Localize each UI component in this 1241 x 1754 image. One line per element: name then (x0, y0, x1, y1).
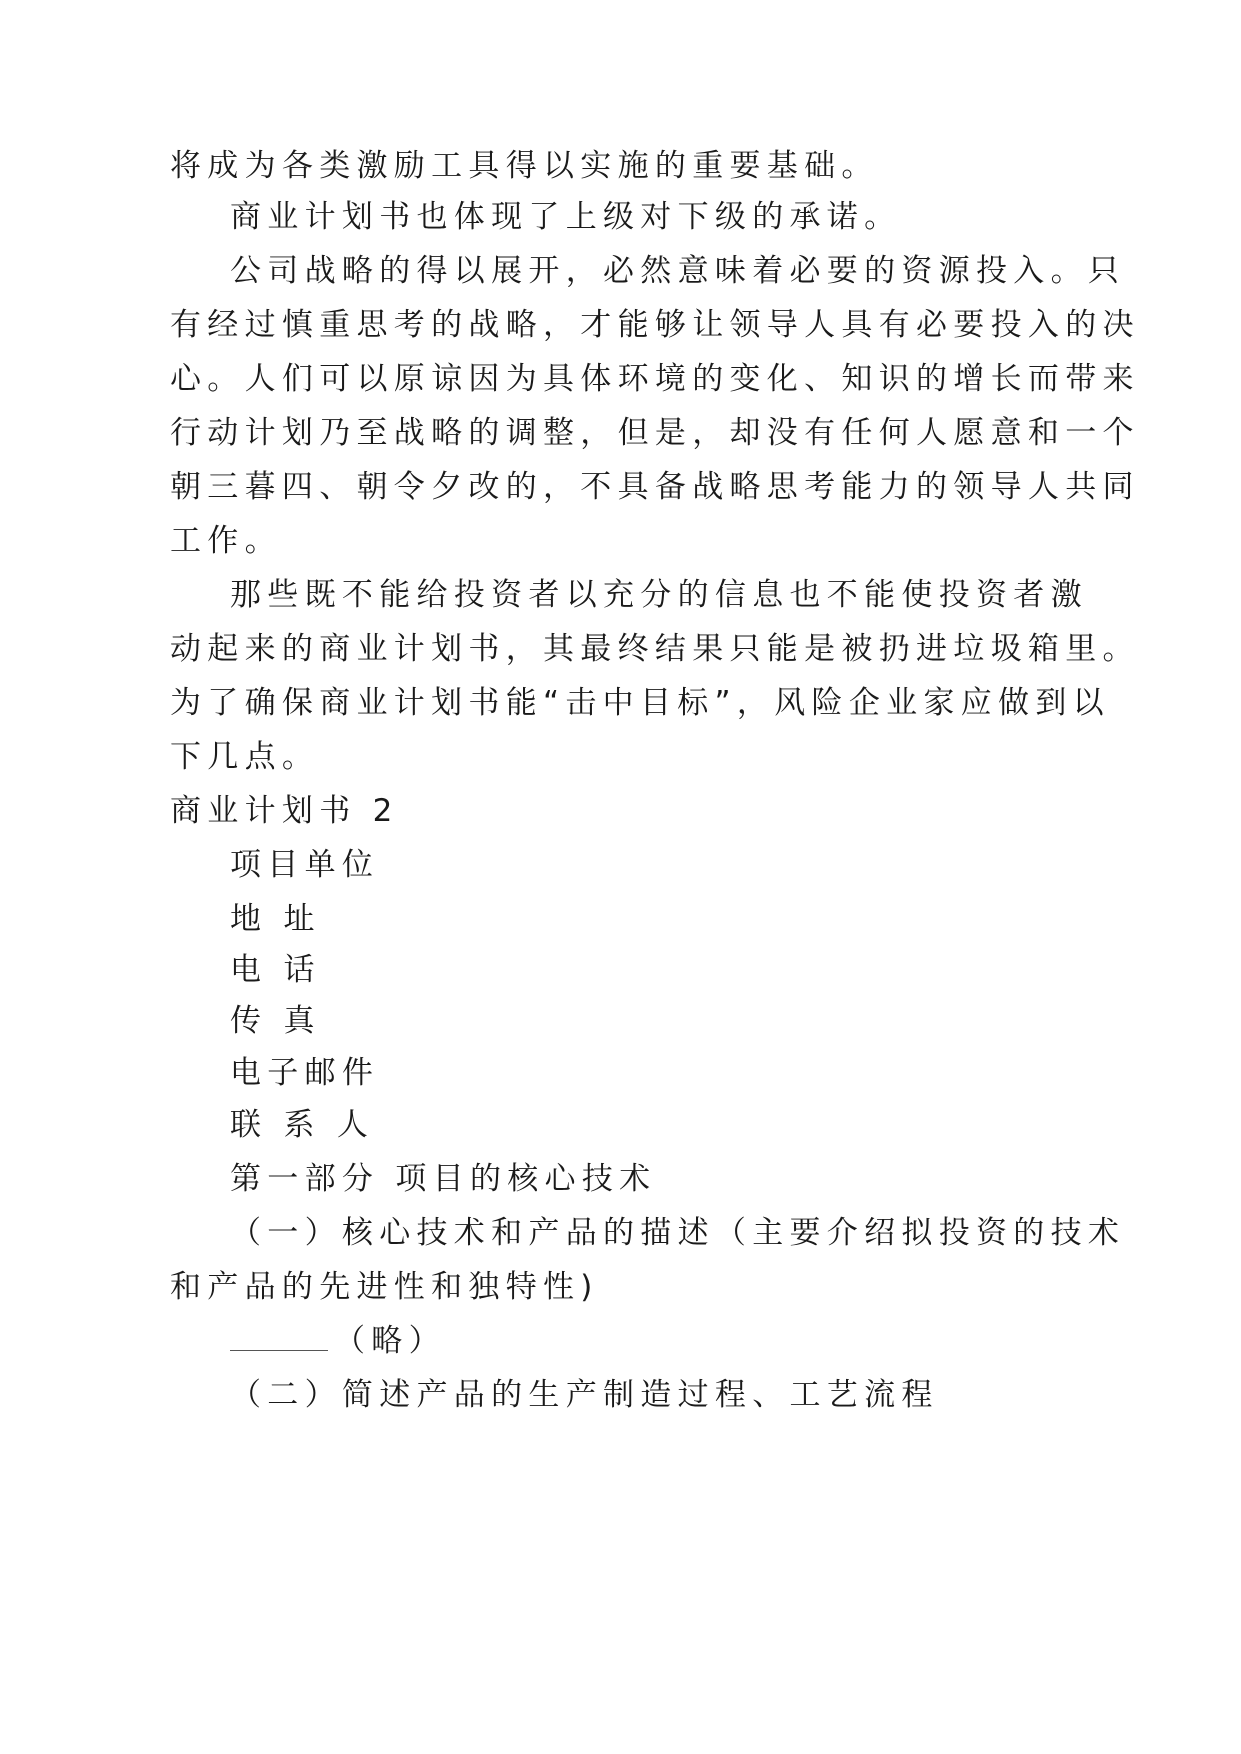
paragraph-line: 将成为各类激励工具得以实施的重要基础。 (170, 148, 879, 184)
field-phone: 电 话 (230, 952, 321, 988)
paragraph-line: 下几点。 (170, 739, 320, 775)
blank-underline (230, 1324, 328, 1351)
section-title: 商业计划书 2 (170, 793, 399, 829)
paragraph-line: 公司战略的得以展开，必然意味着必要的资源投入。只 (230, 253, 1126, 289)
paragraph-line: 商业计划书也体现了上级对下级的承诺。 (230, 199, 902, 235)
field-fax: 传 真 (230, 1003, 321, 1039)
paragraph-line: 行动计划乃至战略的调整，但是，却没有任何人愿意和一个 (170, 415, 1140, 451)
field-address: 地 址 (230, 901, 321, 937)
omitted-note: （略） (334, 1323, 446, 1359)
paragraph-line: 工作。 (170, 523, 282, 559)
paragraph-line: 那些既不能给投资者以充分的信息也不能使投资者激 (230, 577, 1088, 613)
subsection-heading: （二）简述产品的生产制造过程、工艺流程 (230, 1377, 939, 1413)
subsection-line: 和产品的先进性和独特性) (170, 1269, 599, 1305)
paragraph-line: 为了确保商业计划书能“击中目标”，风险企业家应做到以 (170, 685, 1110, 721)
subsection-line: （一）核心技术和产品的描述（主要介绍拟投资的技术 (230, 1215, 1126, 1251)
field-email: 电子邮件 (230, 1055, 380, 1091)
field-project-unit: 项目单位 (230, 847, 380, 883)
field-contact: 联 系 人 (230, 1107, 375, 1143)
paragraph-line: 有经过慎重思考的战略，才能够让领导人具有必要投入的决 (170, 307, 1140, 343)
part-heading: 第一部分 项目的核心技术 (230, 1161, 657, 1197)
omitted-line (230, 1321, 446, 1361)
paragraph-line: 动起来的商业计划书，其最终结果只能是被扔进垃圾箱里。 (170, 631, 1140, 667)
paragraph-line: 朝三暮四、朝令夕改的，不具备战略思考能力的领导人共同 (170, 469, 1140, 505)
paragraph-line: 心。人们可以原谅因为具体环境的变化、知识的增长而带来 (170, 361, 1140, 397)
